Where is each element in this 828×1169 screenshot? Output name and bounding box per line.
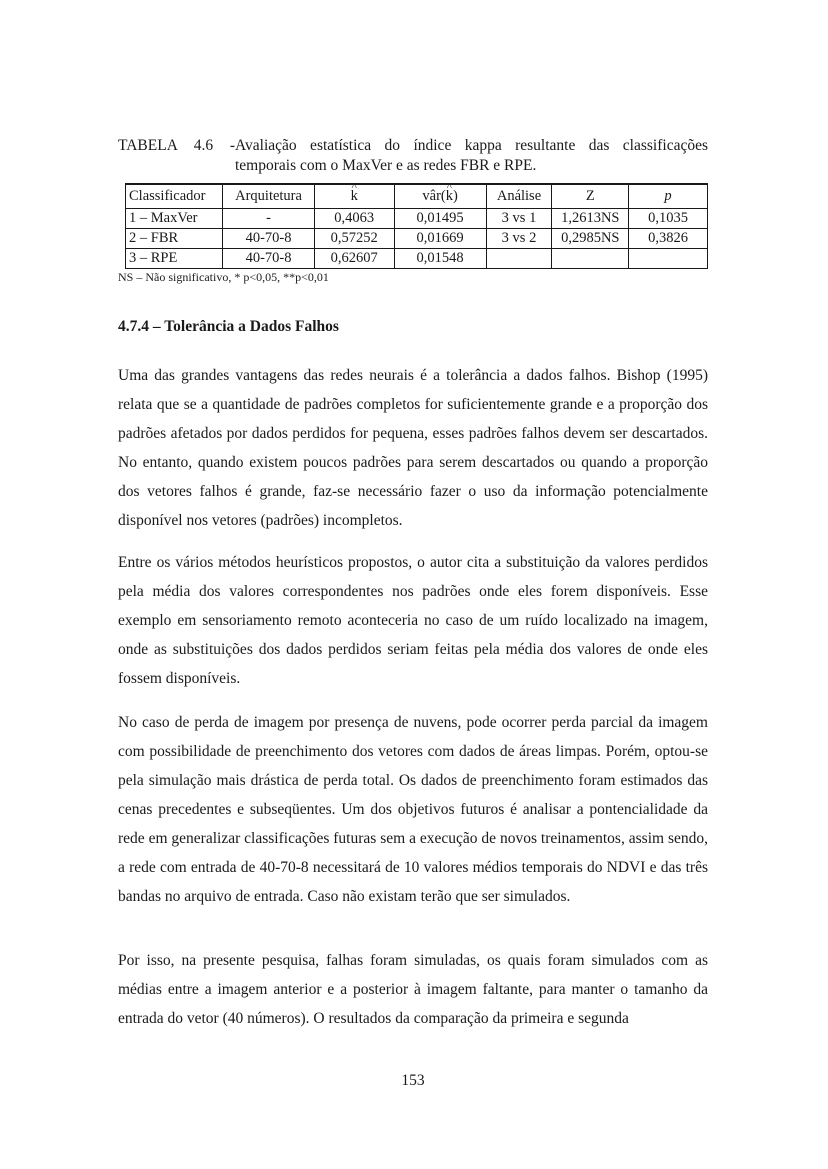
- cell-variance: 0,01495: [394, 209, 486, 229]
- cell-arquitetura: 40-70-8: [223, 249, 314, 269]
- kappa-table: [125, 183, 708, 269]
- cell-z: [552, 249, 629, 269]
- cell-variance: 0,01548: [394, 249, 486, 269]
- document-page: [118, 0, 708, 1169]
- cell-kappa: 0,62607: [314, 249, 394, 269]
- cell-variance: 0,01669: [394, 229, 486, 249]
- header-z: Z: [552, 184, 629, 209]
- table-row: [126, 209, 708, 229]
- cell-classificador: 3 – RPE: [126, 249, 223, 269]
- header-arquitetura: Arquitetura: [223, 184, 314, 209]
- paragraph-2: [118, 548, 708, 693]
- cell-arquitetura: -: [223, 209, 314, 229]
- cell-classificador: 2 – FBR: [126, 229, 223, 249]
- cell-kappa: 0,4063: [314, 209, 394, 229]
- header-classificador: Classificador: [126, 184, 223, 209]
- paragraph-4: [118, 946, 708, 1033]
- cell-p: [629, 249, 708, 269]
- section-heading: 4.7.4 – Tolerância a Dados Falhos: [118, 318, 339, 335]
- table-row: [126, 229, 708, 249]
- table-row: [126, 249, 708, 269]
- kappa-hat-symbol: ^ k: [351, 188, 358, 205]
- header-kappa: [314, 184, 394, 209]
- paragraph-text: No caso de perda de imagem por presença de nuvens, pode ocorrer perda parcial da imagem com possibilidade de preenchimento dos vetores com dados de áreas limpas. Porém, optou-se pela simulação mais drástica de perda total. Os dados de preenchimento foram estimados das cenas precedentes e subseqüentes. Um dos objetivos futuros é analisar a pontencialidade da rede em generalizar classificações futuras sem a execução de novos treinamentos, assim sendo, a rede com entrada de 40-70-8 necessitará de 10 valores médios temporais do NDVI e das três bandas no arquivo de entrada. Caso não existam terão que ser simulados.: [118, 714, 708, 905]
- variance-suffix: ): [452, 188, 458, 204]
- header-p: p: [629, 184, 708, 209]
- caption-text-1: Avaliação estatística do índice kappa resultante das classificações: [235, 137, 708, 154]
- page-number: 153: [401, 1072, 425, 1089]
- cell-z: 1,2613NS: [552, 209, 629, 229]
- caption-line-2: temporais com o MaxVer e as redes FBR e RPE.: [235, 157, 537, 174]
- cell-p: 0,3826: [629, 229, 708, 249]
- paragraph-1: [118, 361, 708, 535]
- cell-kappa: 0,57252: [314, 229, 394, 249]
- cell-classificador: 1 – MaxVer: [126, 209, 223, 229]
- paragraph-3: [118, 708, 708, 911]
- header-variance: [394, 184, 486, 209]
- variance-kappa-hat: ^ k: [446, 188, 453, 205]
- cell-z: 0,2985NS: [552, 229, 629, 249]
- caption-line-1: [118, 136, 708, 156]
- paragraph-text: Uma das grandes vantagens das redes neurais é a tolerância a dados falhos. Bishop (1995) relata que se a quantidade de padrões completos for suficientemente grande e a proporção dos padrões afetados por dados perdidos for pequena, esses padrões falhos devem ser descartados. No entanto, quando existem poucos padrões para serem descartados ou quando a proporção dos vetores falhos é grande, faz-se necessário fazer o uso da informação potencialmente disponível nos vetores (padrões) incompletos.: [118, 367, 708, 529]
- caption-label: TABELA 4.6 -: [118, 137, 235, 154]
- table-header-row: [126, 184, 708, 209]
- table-footnote: NS – Não significativo, * p<0,05, **p<0,01: [118, 270, 329, 284]
- paragraph-text: Por isso, na presente pesquisa, falhas foram simuladas, os quais foram simulados com as médias entre a imagem anterior e a posterior à imagem faltante, para manter o tamanho da entrada do vetor (40 números). O resultados da comparação da primeira e segunda: [118, 952, 708, 1027]
- paragraph-text: Entre os vários métodos heurísticos propostos, o autor cita a substituição da valores perdidos pela média dos valores correspondentes nos padrões onde eles forem disponíveis. Esse exemplo em sensoriamento remoto aconteceria no caso de um ruído localizado na imagem, onde as substituições dos dados perdidos seriam feitas pela média dos valores de onde eles fossem disponíveis.: [118, 554, 708, 687]
- cell-analise: 3 vs 2: [486, 229, 552, 249]
- cell-p: 0,1035: [629, 209, 708, 229]
- variance-prefix: vâr(: [422, 188, 446, 204]
- cell-analise: [486, 249, 552, 269]
- cell-arquitetura: 40-70-8: [223, 229, 314, 249]
- header-analise: Análise: [486, 184, 552, 209]
- cell-analise: 3 vs 1: [486, 209, 552, 229]
- table-caption: [118, 136, 708, 176]
